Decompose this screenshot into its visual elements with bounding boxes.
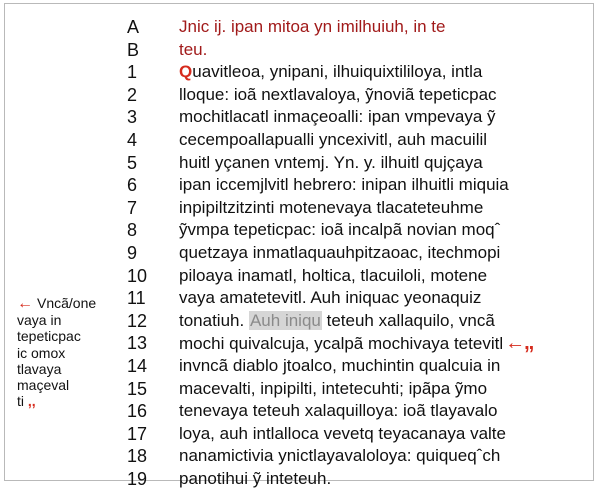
- line-text: Jnic ij. ipan mitoa yn imilhuiuh, in te: [179, 17, 446, 36]
- line-10: [5, 265, 593, 288]
- line-text: invncã diablo jtoalco, muchintin qualcuia in: [179, 355, 501, 375]
- line-3: [5, 106, 593, 129]
- line-text: lloque: ioã nextlavaloya, ỹnoviã tepeticpac: [179, 84, 497, 104]
- line-text: vaya amatetevitl. Auh iniquac yeonaquiz: [179, 288, 482, 308]
- line-text: huitl yçanen vntemj. Yn. y. ilhuitl qujçaya: [179, 152, 483, 172]
- line-label: 7: [127, 197, 138, 218]
- line-label: A: [127, 17, 140, 37]
- line-label: 10: [127, 265, 148, 286]
- initial-capital: Q: [179, 62, 193, 82]
- line-label: 3: [127, 107, 138, 128]
- highlighted-text[interactable]: Auh iniqu: [249, 310, 321, 330]
- note-line: tlavaya: [17, 360, 62, 377]
- annotation-arrow-icon: ←,,: [505, 332, 534, 355]
- line-6: [5, 174, 593, 197]
- line-label: 11: [127, 288, 146, 309]
- line-label: 6: [127, 175, 138, 196]
- line-17: [5, 423, 593, 446]
- line-text: piloaya inamatl, holtica, tlacuiloli, motene: [179, 265, 488, 285]
- line-label: 19: [127, 468, 148, 489]
- line-text: teteuh xallaquilo, vncã: [326, 310, 495, 330]
- line-text: ipan iccemjlvitl hebrero: inipan ilhuitli miquia: [179, 175, 509, 195]
- margin-note: [17, 295, 129, 409]
- line-19: [5, 468, 593, 490]
- line-7: [5, 197, 593, 220]
- line-text: tonatiuh.: [179, 310, 245, 330]
- line-text: tenevaya teteuh xalaquilloya: ioã tlayavalo: [179, 401, 498, 421]
- line-label: 5: [127, 152, 138, 173]
- line-text: loya, auh intlalloca vevetq teyacanaya valte: [179, 423, 506, 443]
- line-text: mochi quivalcuja, ycalpã mochivaya tetevitl: [179, 334, 504, 354]
- line-text: teu.: [179, 39, 208, 59]
- line-5: [5, 152, 593, 175]
- line-label: 13: [127, 333, 148, 354]
- line-text: cecempoallapualli yncexivitl, auh macuilil: [179, 129, 488, 149]
- line-text: quetzaya inmatlaquauhpitzaoac, itechmopi: [179, 242, 501, 262]
- note-line: ← Vncã/one: [17, 295, 97, 312]
- line-9: [5, 242, 593, 265]
- line-8: [5, 219, 593, 242]
- line-label: 14: [127, 355, 148, 376]
- line-2: [5, 84, 593, 107]
- line-b: [5, 39, 593, 62]
- note-arrow-icon: ←: [17, 295, 33, 312]
- note-line: ti ,,: [17, 393, 36, 410]
- note-line: tepeticpac: [17, 328, 81, 345]
- line-label: 16: [127, 401, 148, 422]
- line-text: mochitlacatl inmaçeoalli: ipan vmpevaya ỹ: [179, 107, 496, 127]
- line-label: 17: [127, 423, 148, 444]
- line-1: [5, 61, 593, 84]
- line-label: 4: [127, 129, 138, 150]
- line-18: [5, 445, 593, 468]
- line-text: macevalti, inpipilti, intetecuhti; ipãpa ỹmo: [179, 378, 488, 398]
- line-label: 8: [127, 220, 138, 241]
- line-a: [5, 16, 593, 39]
- line-label: 9: [127, 242, 138, 263]
- note-line: vaya in: [17, 312, 62, 329]
- line-text: inpipiltzitzinti motenevaya tlacateteuhme: [179, 197, 484, 217]
- line-label: 15: [127, 378, 148, 399]
- note-quote-mark: ,,: [27, 393, 36, 410]
- line-text: ỹvmpa tepeticpac: ioã incalpã novian moqˆ: [179, 220, 501, 240]
- note-line: ic omox: [17, 344, 66, 361]
- line-text: nanamictivia ynictlayavaloloya: quiqueqˆch: [179, 446, 501, 466]
- line-label: 1: [127, 62, 138, 83]
- page-frame: [4, 3, 594, 489]
- line-text: uavitleoa, ynipani, ilhuiquixtililoya, intla: [192, 62, 483, 82]
- line-label: 18: [127, 446, 148, 467]
- line-text: panotihui ỹ inteteuh.: [179, 468, 332, 488]
- line-label: 2: [127, 84, 138, 105]
- line-label: B: [127, 39, 140, 60]
- line-label: 12: [127, 310, 148, 331]
- line-4: [5, 129, 593, 152]
- note-line: maçeval: [17, 377, 70, 394]
- transcription-lines: [5, 16, 593, 490]
